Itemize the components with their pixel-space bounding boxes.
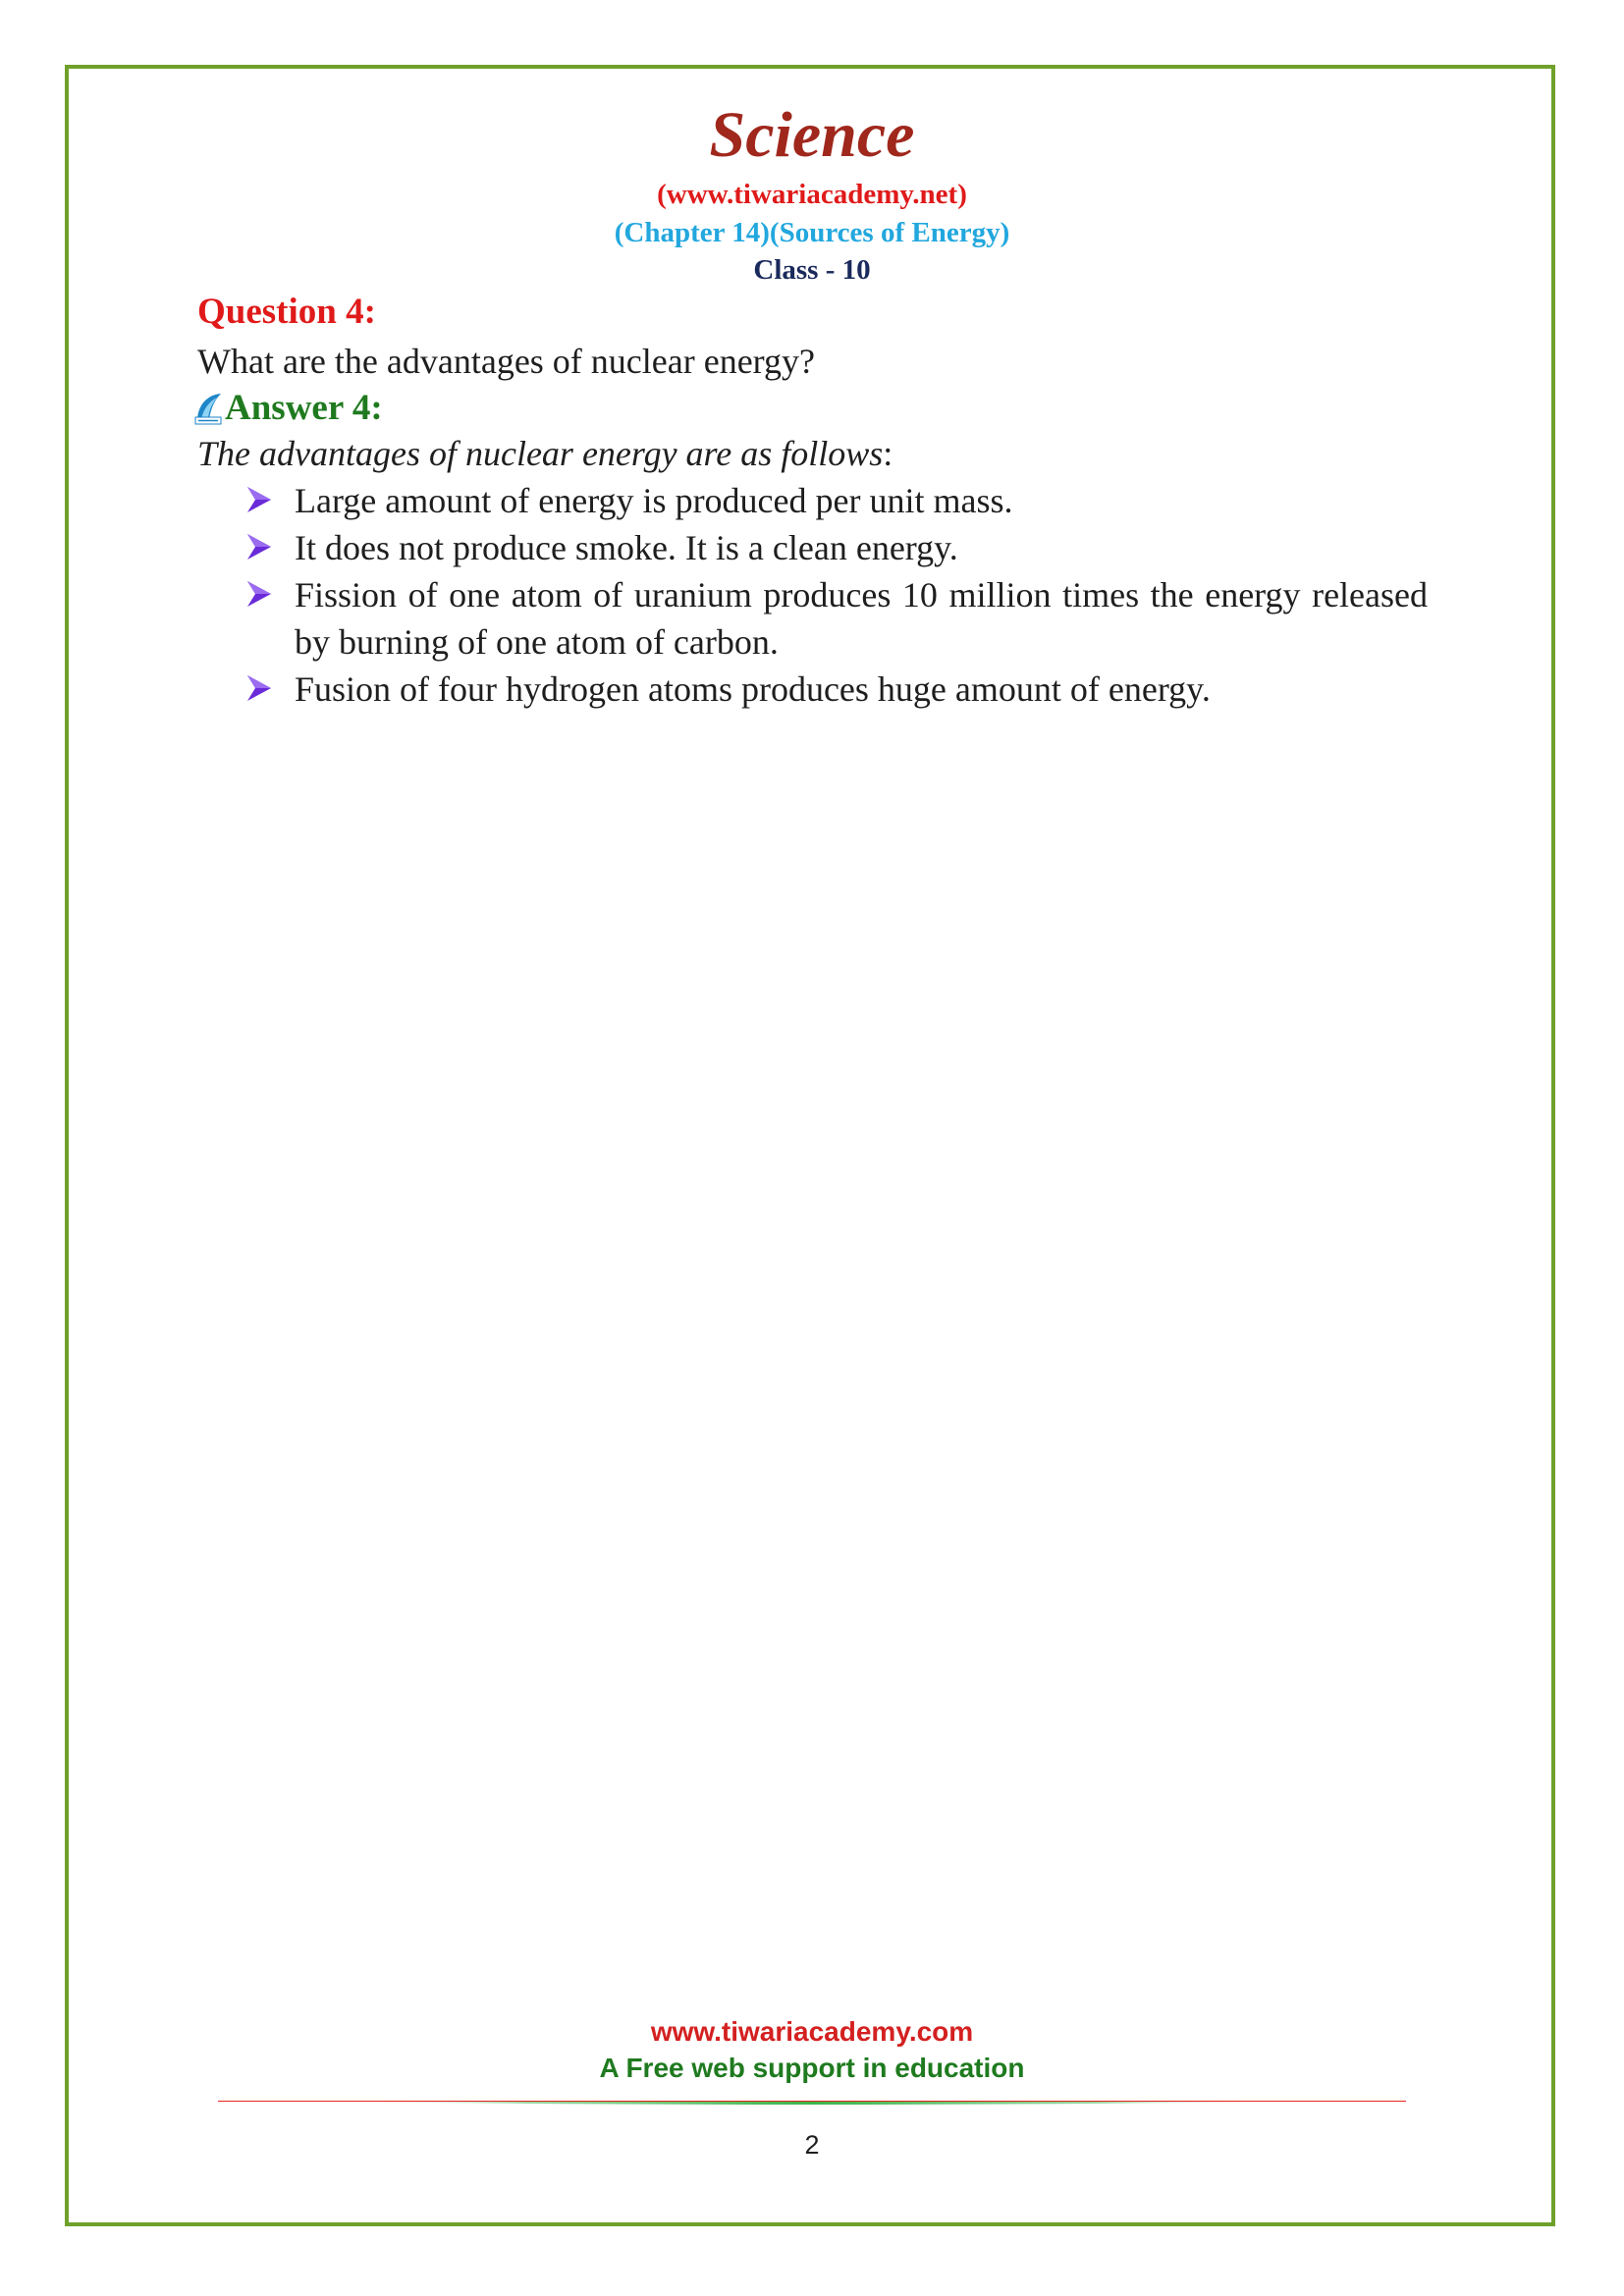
list-item: [245, 524, 1428, 571]
header-website: (www.tiwariacademy.net): [657, 179, 967, 210]
footer-website: www.tiwariacademy.com: [650, 2016, 974, 2047]
page-number: 2: [804, 2130, 820, 2160]
answer-heading-row: [193, 387, 383, 430]
chapter-subtitle: (Chapter 14)(Sources of Energy): [614, 217, 1010, 248]
question-text: What are the advantages of nuclear energy?: [197, 342, 815, 381]
arrowhead-bullet-icon: [245, 579, 273, 609]
page-title: Science: [709, 99, 915, 171]
list-item: [245, 571, 1428, 666]
footer-tagline: A Free web support in education: [599, 2053, 1025, 2083]
list-item-text: It does not produce smoke. It is a clean energy.: [295, 528, 958, 567]
list-item: [245, 666, 1428, 713]
list-item: [245, 477, 1428, 524]
question-heading: Question 4:: [197, 292, 376, 332]
answer-intro-text: The advantages of nuclear energy are as follows: [197, 434, 884, 473]
answer-intro: [197, 432, 893, 475]
tiwari-academy-logo-icon: [193, 392, 223, 425]
arrowhead-bullet-icon: [245, 485, 273, 514]
class-label: Class - 10: [753, 254, 871, 286]
advantages-list: [245, 477, 1428, 713]
arrowhead-bullet-icon: [245, 673, 273, 703]
list-item-text: Large amount of energy is produced per unit mass.: [295, 481, 1013, 520]
footer-divider: [218, 2097, 1406, 2109]
answer-heading: Answer 4:: [225, 388, 383, 428]
list-item-text: Fusion of four hydrogen atoms produces huge amount of energy.: [295, 669, 1211, 709]
arrowhead-bullet-icon: [245, 532, 273, 561]
list-item-text: Fission of one atom of uranium produces 10 million times the energy released by burning of one atom of carbon.: [295, 575, 1428, 662]
answer-intro-colon: :: [883, 434, 893, 473]
